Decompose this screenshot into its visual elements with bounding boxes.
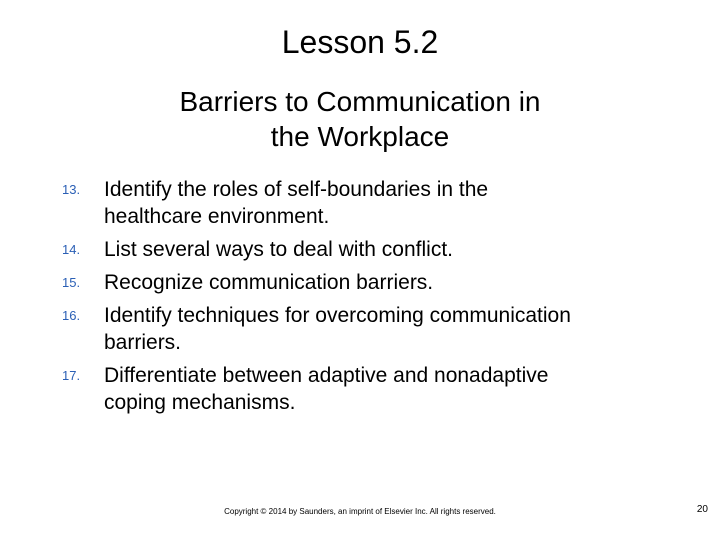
objective-text-line: List several ways to deal with conflict. xyxy=(104,238,453,261)
objective-text-line: barriers. xyxy=(104,331,182,354)
objective-text-line: Recognize communication barriers. xyxy=(104,271,434,294)
lesson-title: Lesson 5.2 xyxy=(281,24,439,60)
objective-item xyxy=(62,362,662,416)
objective-text-line: Identify techniques for overcoming communication xyxy=(104,304,571,327)
slide-subtitle xyxy=(0,84,720,154)
subtitle-line: Barriers to Communication in xyxy=(179,86,541,117)
objective-text-line: healthcare environment. xyxy=(104,205,330,228)
objective-item xyxy=(62,302,662,356)
objective-item xyxy=(62,176,662,230)
footer-copyright: Copyright © 2014 by Saunders, an imprint of Elsevier Inc. All rights reserved. xyxy=(224,507,496,516)
objective-text-line: coping mechanisms. xyxy=(104,391,296,414)
page-number: 20 xyxy=(696,504,708,515)
subtitle-line: the Workplace xyxy=(270,121,450,152)
objective-number: 14. xyxy=(62,242,81,257)
objective-number: 16. xyxy=(62,308,81,323)
objective-number: 13. xyxy=(62,182,81,197)
objectives-list xyxy=(62,176,662,422)
objective-item xyxy=(62,236,662,263)
objective-item xyxy=(62,269,662,296)
objective-text-line: Differentiate between adaptive and nonadaptive xyxy=(104,364,549,387)
objective-text-line: Identify the roles of self-boundaries in the xyxy=(104,178,489,201)
objective-number: 17. xyxy=(62,368,81,383)
objective-number: 15. xyxy=(62,275,81,290)
